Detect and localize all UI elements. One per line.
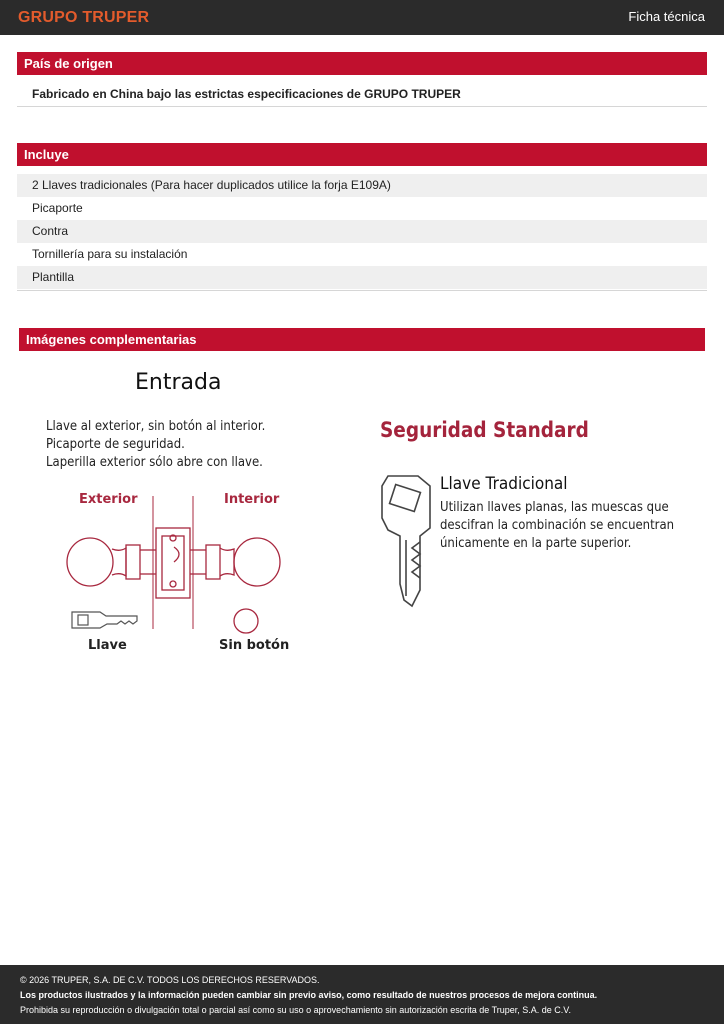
list-item: Plantilla <box>17 266 707 289</box>
llave-desc-line: únicamente en la parte superior. <box>440 536 632 551</box>
footer-prohibition: Prohibida su reproducción o divulgación total o parcial así como su uso o aprovechamiento sin autorización escrita de Truper, S.A. de C.V. <box>20 1005 571 1015</box>
llave-label: Llave <box>88 638 127 653</box>
top-bar <box>0 0 724 35</box>
list-item: Picaporte <box>32 201 83 215</box>
list-item: 2 Llaves tradicionales (Para hacer duplicados utilice la forja E109A) <box>17 174 707 197</box>
door-edges <box>153 496 193 629</box>
origin-value: Fabricado en China bajo las estrictas especificaciones de GRUPO TRUPER <box>32 87 461 101</box>
entrada-line: Llave al exterior, sin botón al interior. <box>46 419 266 434</box>
lock-diagram <box>60 492 290 637</box>
entrada-title: Entrada <box>135 370 222 395</box>
latch-body <box>162 536 184 590</box>
divider <box>17 290 707 291</box>
section-header-includes: Incluye <box>17 143 707 166</box>
entrada-line: Picaporte de seguridad. <box>46 437 185 452</box>
footer <box>0 965 724 1024</box>
exterior-label: Exterior <box>79 492 138 507</box>
section-header-origin: País de origen <box>17 52 707 75</box>
llave-desc-line: Utilizan llaves planas, las muescas que <box>440 500 669 515</box>
seguridad-title: Seguridad Standard <box>380 418 589 442</box>
latch-bolt <box>174 547 179 562</box>
exterior-rose <box>126 545 140 579</box>
entrada-line: Laperilla exterior sólo abre con llave. <box>46 455 263 470</box>
list-item: Contra <box>17 220 707 243</box>
section-header-images: Imágenes complementarias <box>19 328 705 351</box>
interior-label: Interior <box>224 492 280 507</box>
brand-logo: GRUPO TRUPER <box>18 9 150 26</box>
footer-copyright: © 2026 TRUPER, S.A. DE C.V. TODOS LOS DERECHOS RESERVADOS. <box>20 975 320 985</box>
traditional-key-icon <box>378 472 434 610</box>
exterior-knob <box>67 538 113 586</box>
sin-boton-label: Sin botón <box>219 638 290 653</box>
interior-knob <box>234 538 280 586</box>
document-type: Ficha técnica <box>628 9 705 24</box>
interior-rose <box>206 545 220 579</box>
exterior-neck <box>112 548 126 576</box>
llave-tradicional-title: Llave Tradicional <box>440 474 568 494</box>
list-item: Tornillería para su instalación <box>32 247 188 261</box>
key-small-icon <box>72 612 137 628</box>
sin-boton-circle <box>234 609 258 633</box>
divider <box>17 106 707 107</box>
llave-desc-line: descifran la combinación se encuentran <box>440 518 675 533</box>
interior-neck <box>220 548 234 576</box>
footer-notice: Los productos ilustrados y la información pueden cambiar sin previo aviso, como resultado de nuestros procesos de mejora continua. <box>20 990 598 1000</box>
